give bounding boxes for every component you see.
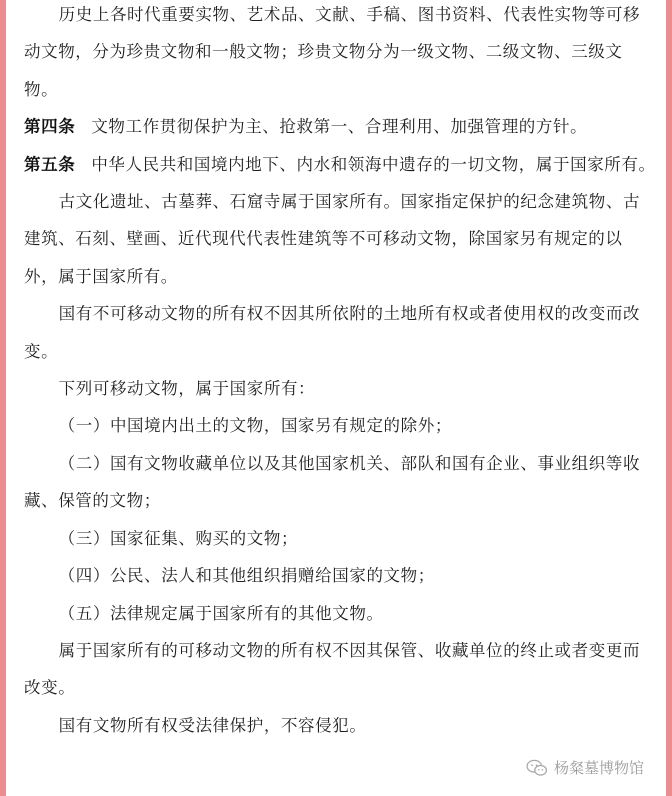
list-item-text: （二）国有文物收藏单位以及其他国家机关、部队和国有企业、事业组织等收藏、保管的文物； <box>24 453 641 511</box>
paragraph-text: 历史上各时代重要实物、艺术品、文献、手稿、图书资料、代表性实物等可移动文物，分为珍贵文物和一般文物；珍贵文物分为一级文物、二级文物、三级文物。 <box>24 5 641 99</box>
paragraph-text: 国有文物所有权受法律保护，不容侵犯。 <box>58 715 367 735</box>
paragraph <box>24 370 656 407</box>
paragraph-text: 属于国家所有的可移动文物的所有权不因其保管、收藏单位的终止或者变更而改变。 <box>24 640 641 698</box>
article-text: 中华人民共和国境内地下、内水和领海中遗存的一切文物，属于国家所有。 <box>91 154 656 174</box>
list-item <box>24 407 656 444</box>
paragraph-text: 下列可移动文物，属于国家所有： <box>58 379 316 399</box>
article-text: 文物工作贯彻保护为主、抢救第一、合理利用、加强管理的方针。 <box>91 117 588 137</box>
paragraph-text: 古文化遗址、古墓葬、石窟寺属于国家所有。国家指定保护的纪念建筑物、古建筑、石刻、壁画、近代现代代表性建筑等不可移动文物，除国家另有规定的以外，属于国家所有。 <box>24 192 641 286</box>
wechat-icon <box>526 759 548 777</box>
list-item-text: （三）国家征集、购买的文物； <box>58 528 299 548</box>
paragraph-text: 国有不可移动文物的所有权不因其所依附的土地所有权或者使用权的改变而改变。 <box>24 304 641 361</box>
article-4 <box>24 108 656 145</box>
paragraph <box>24 295 656 370</box>
list-item <box>24 520 656 557</box>
paragraph <box>24 183 656 295</box>
paragraph-continuation <box>24 0 656 108</box>
list-item <box>24 557 656 594</box>
list-item <box>24 445 656 520</box>
article-5 <box>24 146 656 183</box>
watermark-text: 杨粲墓博物馆 <box>553 759 644 777</box>
article-number: 第五条 <box>24 154 76 174</box>
list-item-text: （四）公民、法人和其他组织捐赠给国家的文物； <box>58 566 435 586</box>
list-item <box>24 595 656 632</box>
article-number: 第四条 <box>24 117 76 137</box>
list-item-text: （五）法律规定属于国家所有的其他文物。 <box>58 603 384 623</box>
paragraph <box>24 632 656 707</box>
watermark <box>526 757 644 778</box>
list-item-text: （一）中国境内出土的文物，国家另有规定的除外； <box>58 416 452 436</box>
paragraph <box>24 707 656 744</box>
document-body <box>24 0 656 744</box>
